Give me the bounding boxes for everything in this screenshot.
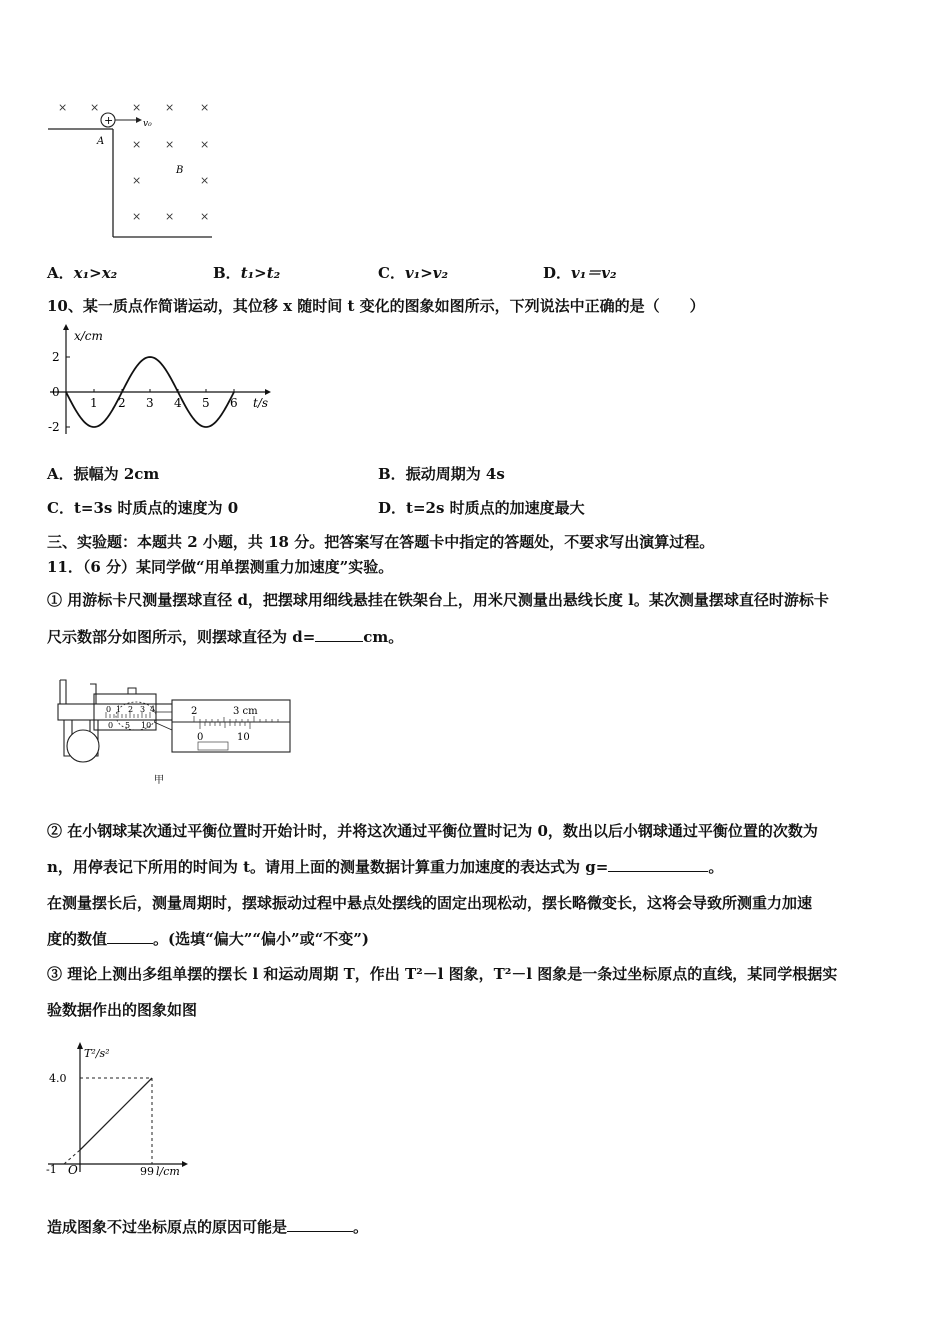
- q11-part1-line1: ① 用游标卡尺测量摆球直径 d，把摆球用细线悬挂在铁架台上，用米尺测量出悬线长度 l。某次测量摆球直径时游标卡: [47, 591, 829, 609]
- t-squared-l-graph: [44, 1040, 194, 1180]
- answer-blank-reason[interactable]: [287, 1217, 353, 1232]
- field-x: ×: [90, 101, 100, 114]
- field-x: ×: [200, 174, 210, 187]
- q11-stem: 11．（6 分）某同学做“用单摆测重力加速度”实验。: [47, 558, 394, 576]
- x-tick-label: 3: [146, 396, 154, 410]
- main-tick: 1: [116, 705, 122, 714]
- field-x: ×: [200, 101, 210, 114]
- zoom-vernier-tick: 10: [237, 732, 250, 743]
- q9-option-b: B．t₁>t₂: [213, 264, 281, 282]
- q10-option-d: D．t=2s 时质点的加速度最大: [378, 499, 585, 517]
- zoom-main-tick: 3 cm: [233, 706, 258, 717]
- ball: [67, 730, 99, 762]
- graph-origin: O: [68, 1163, 78, 1177]
- q11-part1-line2: 尺示数部分如图所示，则摆球直径为 d= cm。: [47, 628, 404, 646]
- x-tick-label: 1: [90, 396, 98, 410]
- q9-option-a: A．x₁>x₂: [47, 264, 118, 282]
- zoom-box: [172, 700, 290, 752]
- label-a: A: [97, 136, 105, 147]
- field-marks: [58, 101, 209, 223]
- main-tick: 2: [128, 705, 134, 714]
- field-x: ×: [165, 210, 175, 223]
- field-x: ×: [132, 210, 142, 223]
- zoom-main-tick: 2: [191, 706, 198, 717]
- q10-option-b: B．振动周期为 4s: [378, 465, 505, 483]
- label-b: B: [176, 165, 184, 176]
- y-tick-label: 2: [52, 350, 60, 364]
- answer-blank-d[interactable]: [315, 627, 363, 642]
- q11-part2-line1: ② 在小钢球某次通过平衡位置时开始计时，并将这次通过平衡位置时记为 0，数出以后小钢球通过平衡位置的次数为: [47, 822, 818, 840]
- zoom-vernier-tick: 0: [197, 732, 204, 743]
- x-axis-label: t/s: [253, 396, 269, 410]
- field-x: ×: [58, 101, 68, 114]
- graph-ylabel: T²/s²: [84, 1047, 110, 1060]
- main-tick: 3: [140, 705, 146, 714]
- q11-part3-line2: 验数据作出的图象如图: [47, 1001, 198, 1019]
- q10-option-c: C．t=3s 时质点的速度为 0: [47, 499, 239, 517]
- answer-blank-g[interactable]: [608, 857, 708, 872]
- x-tick-label: 6: [230, 396, 238, 410]
- vernier-tick: 0: [108, 721, 114, 730]
- field-x: ×: [165, 101, 175, 114]
- q11-part2-line3: 在测量摆长后，测量周期时，摆球振动过程中悬点处摆线的固定出现松动，摆长略微变长，这将会导致所测重力加速: [47, 894, 813, 912]
- x-tick-label: 4: [174, 396, 182, 410]
- caliper-caption: 甲: [154, 775, 164, 786]
- graph-x-value: 99: [140, 1165, 154, 1178]
- q9-option-c: C．v₁>v₂: [378, 264, 449, 282]
- magnetic-field-figure: [40, 95, 225, 245]
- answer-blank-error[interactable]: [107, 929, 153, 944]
- section-heading: 三、实验题：本题共 2 小题，共 18 分。把答案写在答题卡中指定的答题处，不要求写出演算过程。: [47, 533, 715, 551]
- q10-option-a: A．振幅为 2cm: [47, 465, 160, 483]
- graph-x-neg: -1: [46, 1163, 57, 1176]
- q9-option-d: D．v₁＝v₂: [543, 264, 617, 282]
- q11-part3-line1: ③ 理论上测出多组单摆的摆长 l 和运动周期 T，作出 T²－l 图象，T²－l 图象是一条过坐标原点的直线，某同学根据实: [47, 965, 838, 983]
- data-line: [80, 1078, 152, 1150]
- field-x: ×: [200, 138, 210, 151]
- x-tick-label: 2: [118, 396, 126, 410]
- vernier-tick: 10: [141, 721, 152, 730]
- main-tick: 4: [150, 705, 156, 714]
- q10-stem: 10、某一质点作简谐运动，其位移 x 随时间 t 变化的图象如图所示，下列说法中正确的是（ ）: [47, 297, 705, 315]
- charge-symbol: +: [104, 114, 114, 127]
- velocity-label: v₀: [143, 119, 152, 129]
- main-tick: 0: [106, 705, 112, 714]
- y-tick-label: -2: [48, 420, 60, 434]
- y-axis-label: x/cm: [74, 329, 103, 343]
- field-x: ×: [200, 210, 210, 223]
- q11-part2-line2: n，用停表记下所用的时间为 t。请用上面的测量数据计算重力加速度的表达式为 g= 。: [47, 858, 724, 876]
- x-tick-label: 5: [202, 396, 210, 410]
- q11-final: 造成图象不过坐标原点的原因可能是 。: [47, 1218, 369, 1236]
- vernier-tick: 5: [125, 721, 131, 730]
- field-x: ×: [132, 101, 142, 114]
- graph-xlabel: l/cm: [156, 1165, 180, 1178]
- q11-part2-line4: 度的数值 。(选填“偏大”“偏小”或“不变”): [47, 930, 369, 948]
- field-x: ×: [132, 174, 142, 187]
- field-x: ×: [165, 138, 175, 151]
- field-x: ×: [132, 138, 142, 151]
- extension-line: [64, 1150, 80, 1164]
- graph-y-value: 4.0: [49, 1072, 67, 1085]
- y-tick-label: 0: [52, 385, 60, 399]
- vernier-caliper-figure: [50, 672, 295, 792]
- displacement-time-chart: [40, 322, 275, 442]
